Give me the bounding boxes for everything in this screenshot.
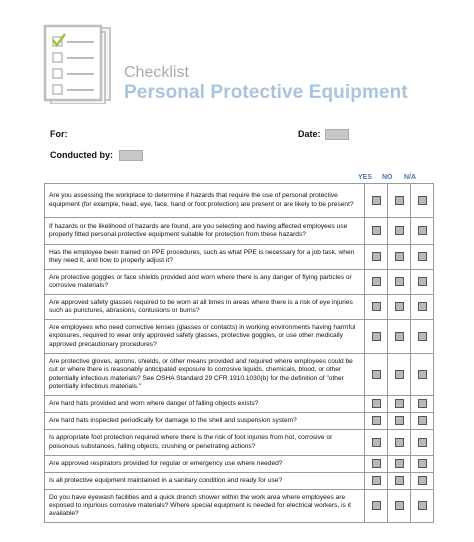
checkbox-no[interactable] bbox=[395, 332, 404, 341]
table-row bbox=[45, 413, 434, 430]
cell-na bbox=[411, 413, 434, 430]
checkbox-yes[interactable] bbox=[372, 332, 381, 341]
checkbox-no[interactable] bbox=[395, 196, 404, 205]
question-text: Are protective gloves, aprons, shields, or other means provided and required where employees could be cut or where there is reasonably anticipated exposure to corrosive liquids, chemicals, blood, or other potentially infectious materials? See OSHA Standard 29 CFR 1910.1030(b) for the definition of "other potentially infectious materials." bbox=[45, 354, 365, 396]
cell-yes bbox=[365, 490, 388, 523]
checkbox-yes[interactable] bbox=[372, 252, 381, 261]
cell-yes bbox=[365, 245, 388, 270]
cell-no bbox=[388, 413, 411, 430]
checkbox-na[interactable] bbox=[418, 501, 427, 510]
col-na: N/A bbox=[404, 174, 417, 181]
cell-na bbox=[411, 396, 434, 413]
table-row bbox=[45, 320, 434, 354]
cell-na bbox=[411, 473, 434, 490]
checkbox-yes[interactable] bbox=[372, 370, 381, 379]
table-row bbox=[45, 473, 434, 490]
checkbox-na[interactable] bbox=[418, 277, 427, 286]
for-label: For: bbox=[50, 129, 68, 139]
checkbox-na[interactable] bbox=[418, 332, 427, 341]
cell-yes bbox=[365, 456, 388, 473]
cell-no bbox=[388, 354, 411, 396]
checkbox-no[interactable] bbox=[395, 476, 404, 485]
cell-na bbox=[411, 245, 434, 270]
question-text: Has the employee been trained on PPE procedures, such as what PPE is necessary for a job task, when they need it, and how to properly adjust it? bbox=[45, 245, 365, 270]
title-main: Personal Protective Equipment bbox=[124, 82, 408, 103]
question-text: Are employees who need corrective lenses (glasses or contacts) in working environments having harmful exposures, required to wear only approved safety glasses, protective goggles, or use other medically approved precautionary procedures? bbox=[45, 320, 365, 354]
cell-na bbox=[411, 218, 434, 245]
checkbox-no[interactable] bbox=[395, 438, 404, 447]
checkbox-no[interactable] bbox=[395, 416, 404, 425]
date-row bbox=[298, 129, 349, 140]
question-text: If hazards or the likelihood of hazards are found, are you selecting and having affected employees use properly fitted personal protective equipment suitable for protection from these hazards? bbox=[45, 218, 365, 245]
checkbox-yes[interactable] bbox=[372, 277, 381, 286]
checklist-logo-icon bbox=[42, 24, 114, 104]
date-label: Date: bbox=[298, 129, 321, 139]
conducted-by-input[interactable] bbox=[119, 150, 143, 161]
checkbox-no[interactable] bbox=[395, 302, 404, 311]
checkbox-yes[interactable] bbox=[372, 438, 381, 447]
cell-no bbox=[388, 320, 411, 354]
checkbox-na[interactable] bbox=[418, 196, 427, 205]
table-row bbox=[45, 184, 434, 218]
checkbox-na[interactable] bbox=[418, 370, 427, 379]
checkbox-na[interactable] bbox=[418, 476, 427, 485]
cell-yes bbox=[365, 396, 388, 413]
table-row bbox=[45, 396, 434, 413]
cell-no bbox=[388, 490, 411, 523]
title-checklist: Checklist bbox=[124, 64, 189, 81]
checkbox-na[interactable] bbox=[418, 459, 427, 468]
table-row bbox=[45, 245, 434, 270]
checkbox-yes[interactable] bbox=[372, 302, 381, 311]
cell-yes bbox=[365, 218, 388, 245]
cell-no bbox=[388, 473, 411, 490]
checkbox-no[interactable] bbox=[395, 501, 404, 510]
cell-no bbox=[388, 456, 411, 473]
cell-na bbox=[411, 354, 434, 396]
checkbox-yes[interactable] bbox=[372, 416, 381, 425]
question-text: Are approved safety glasses required to be worn at all times in areas where there is a risk of eye injuries such as punctures, abrasions, contusions or burns? bbox=[45, 295, 365, 320]
cell-no bbox=[388, 396, 411, 413]
cell-no bbox=[388, 245, 411, 270]
checkbox-yes[interactable] bbox=[372, 459, 381, 468]
checkbox-yes[interactable] bbox=[372, 399, 381, 408]
question-text: Are approved respirators provided for regular or emergency use where needed? bbox=[45, 456, 365, 473]
checkbox-no[interactable] bbox=[395, 277, 404, 286]
table-row bbox=[45, 295, 434, 320]
conducted-label: Conducted by: bbox=[50, 150, 113, 160]
cell-no bbox=[388, 430, 411, 456]
conducted-row bbox=[50, 150, 143, 161]
col-yes: YES bbox=[358, 174, 373, 181]
cell-na bbox=[411, 456, 434, 473]
checklist-table bbox=[44, 183, 434, 523]
question-text: Are hard hats inspected periodically for damage to the shell and suspension system? bbox=[45, 413, 365, 430]
cell-yes bbox=[365, 354, 388, 396]
checkbox-yes[interactable] bbox=[372, 476, 381, 485]
checkbox-yes[interactable] bbox=[372, 501, 381, 510]
question-text: Is appropriate foot protection required where there is the risk of foot injuries from hot, corrosive or poisonous substances, falling objects, crushing or penetrating actions? bbox=[45, 430, 365, 456]
checkbox-na[interactable] bbox=[418, 302, 427, 311]
checkbox-no[interactable] bbox=[395, 370, 404, 379]
cell-na bbox=[411, 320, 434, 354]
cell-no bbox=[388, 295, 411, 320]
title-block bbox=[124, 64, 408, 104]
checkbox-na[interactable] bbox=[418, 438, 427, 447]
cell-yes bbox=[365, 184, 388, 218]
cell-yes bbox=[365, 320, 388, 354]
cell-yes bbox=[365, 413, 388, 430]
question-text: Are protective goggles or face shields provided and worn where there is any danger of flying particles or corrosive materials? bbox=[45, 270, 365, 295]
checkbox-no[interactable] bbox=[395, 399, 404, 408]
cell-na bbox=[411, 490, 434, 523]
checkbox-no[interactable] bbox=[395, 226, 404, 235]
checkbox-no[interactable] bbox=[395, 459, 404, 468]
date-input[interactable] bbox=[325, 129, 349, 140]
cell-no bbox=[388, 184, 411, 218]
table-row bbox=[45, 218, 434, 245]
checkbox-yes[interactable] bbox=[372, 226, 381, 235]
cell-yes bbox=[365, 473, 388, 490]
checkbox-na[interactable] bbox=[418, 416, 427, 425]
table-row bbox=[45, 430, 434, 456]
cell-no bbox=[388, 218, 411, 245]
cell-no bbox=[388, 270, 411, 295]
checkbox-no[interactable] bbox=[395, 252, 404, 261]
cell-yes bbox=[365, 295, 388, 320]
cell-na bbox=[411, 295, 434, 320]
col-no: NO bbox=[382, 174, 393, 181]
checkbox-na[interactable] bbox=[418, 226, 427, 235]
checkbox-na[interactable] bbox=[418, 252, 427, 261]
table-row bbox=[45, 456, 434, 473]
question-text: Are you assessing the workplace to determine if hazards that require the use of personal protective equipment (for example, head, eye, face, hand or foot protection) are present or are likely to be present? bbox=[45, 184, 365, 218]
cell-na bbox=[411, 184, 434, 218]
cell-na bbox=[411, 270, 434, 295]
question-text: Are hard hats provided and worn where danger of falling objects exists? bbox=[45, 396, 365, 413]
checkbox-yes[interactable] bbox=[372, 196, 381, 205]
table-row bbox=[45, 354, 434, 396]
cell-na bbox=[411, 430, 434, 456]
cell-yes bbox=[365, 270, 388, 295]
checkbox-na[interactable] bbox=[418, 399, 427, 408]
cell-yes bbox=[365, 430, 388, 456]
table-row bbox=[45, 490, 434, 523]
question-text: Is all protective equipment maintained in a sanitary condition and ready for use? bbox=[45, 473, 365, 490]
question-text: Do you have eyewash facilities and a quick drench shower within the work area where employees are exposed to injurious corrosive materials? Where special equipment is needed for electrical workers, is it available? bbox=[45, 490, 365, 523]
table-row bbox=[45, 270, 434, 295]
